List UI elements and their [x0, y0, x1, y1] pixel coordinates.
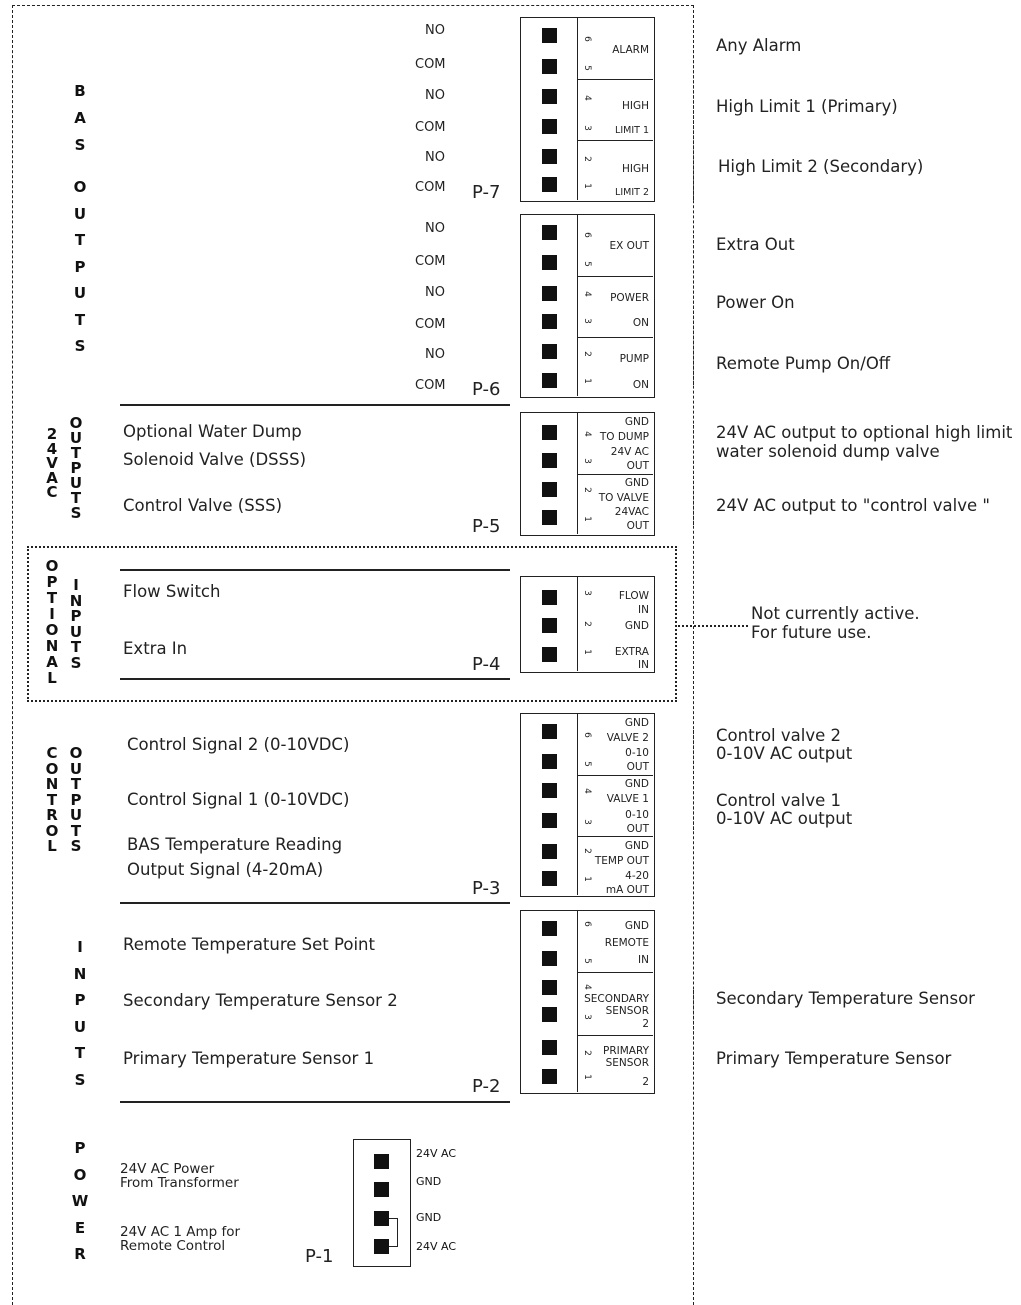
- cell-label: ON: [632, 379, 649, 391]
- signal-dump-line1: Optional Water Dump: [123, 422, 302, 441]
- connector-p3: [520, 713, 655, 897]
- group-separator: [693, 730, 694, 830]
- pin-number: 2: [581, 351, 592, 357]
- signal-flow-switch: Flow Switch: [123, 582, 221, 601]
- pin-number: 4: [581, 984, 592, 990]
- cell-separator: [577, 79, 653, 80]
- cell-label: PRIMARY: [602, 1045, 649, 1057]
- divider-line: [120, 902, 510, 904]
- pin-label-com: COM: [415, 254, 446, 269]
- inputs-label: I N P U T S: [73, 938, 87, 1089]
- 24vac-label: 2 4 V A C: [46, 425, 58, 501]
- connector-label-p3: P-3: [472, 878, 501, 899]
- cell-label: GND: [624, 920, 649, 932]
- cell-label: OUT: [626, 520, 649, 532]
- signal-bas-temp-line2: Output Signal (4-20mA): [127, 860, 324, 879]
- terminal-pin: [542, 1069, 557, 1084]
- connector-label-p4: P-4: [472, 654, 501, 675]
- desc-any-alarm: Any Alarm: [716, 36, 802, 55]
- signal-bas-temp-line1: BAS Temperature Reading: [127, 835, 343, 854]
- terminal-pin: [374, 1154, 389, 1169]
- terminal-pin: [374, 1211, 389, 1226]
- pin-number: 3: [581, 458, 592, 464]
- control-label: C O N T R O L: [45, 744, 59, 855]
- terminal-pin: [542, 1007, 557, 1022]
- pin-number: 3: [581, 125, 592, 131]
- signal-power-line1: 24V AC Power: [120, 1161, 215, 1177]
- cell-label: 24V AC: [610, 446, 649, 458]
- terminal-pin: [542, 980, 557, 995]
- p1-pin-label: GND: [416, 1175, 442, 1188]
- connector-label-p2: P-2: [472, 1076, 501, 1097]
- cell-label: TO DUMP: [599, 431, 649, 443]
- pin-number: 1: [581, 516, 592, 522]
- 24vac-outputs-label: O U T P U T S: [69, 414, 83, 522]
- terminal-pin: [542, 28, 557, 43]
- pin-number: 6: [581, 732, 592, 738]
- signal-control-2: Control Signal 2 (0-10VDC): [127, 735, 350, 754]
- signal-control-1: Control Signal 1 (0-10VDC): [127, 790, 350, 809]
- control-outputs-label: O U T P U T S: [69, 744, 83, 855]
- desc-not-active: Not currently active.: [751, 604, 920, 623]
- connector-label-p1: P-1: [305, 1246, 334, 1267]
- pin-number: 1: [581, 183, 592, 189]
- cell-label: HIGH: [621, 100, 649, 112]
- pin-number: 4: [581, 95, 592, 101]
- terminal-pin: [542, 590, 557, 605]
- cell-label: HIGH: [621, 163, 649, 175]
- cell-label: TEMP OUT: [594, 855, 649, 867]
- pin-number: 6: [581, 232, 592, 238]
- connector-label-p7: P-7: [472, 182, 501, 203]
- cell-label: OUT: [626, 460, 649, 472]
- connector-divider: [577, 714, 578, 895]
- pin-number: 1: [581, 378, 592, 384]
- pin-label-no: NO: [425, 285, 445, 300]
- pin-number: 5: [581, 761, 592, 767]
- pin-label-com: COM: [415, 120, 446, 135]
- cell-label: GND: [624, 477, 649, 489]
- cell-label: FLOW: [618, 590, 649, 602]
- cell-label: EXTRA: [614, 646, 649, 658]
- cell-label: GND: [624, 778, 649, 790]
- desc-remote-pump: Remote Pump On/Off: [716, 354, 891, 373]
- terminal-pin: [374, 1182, 389, 1197]
- terminal-pin: [542, 255, 557, 270]
- pin-number: 3: [581, 590, 592, 596]
- cell-separator: [577, 972, 653, 973]
- cell-separator: [577, 775, 653, 776]
- terminal-pin: [542, 813, 557, 828]
- cell-label: IN: [638, 954, 649, 966]
- cell-label: IN: [638, 659, 649, 671]
- p1-pin-label: GND: [416, 1211, 442, 1224]
- signal-remote-setpoint: Remote Temperature Set Point: [123, 935, 375, 954]
- pin-number: 3: [581, 819, 592, 825]
- pin-number: 2: [581, 848, 592, 854]
- connector-p2: [520, 910, 655, 1094]
- signal-dump-line2: Solenoid Valve (DSSS): [123, 450, 307, 469]
- terminal-pin: [542, 844, 557, 859]
- cell-label: VALVE 1: [606, 793, 649, 805]
- connector-divider: [577, 577, 578, 671]
- desc-control-valve-2: Control valve 2: [716, 726, 842, 745]
- pin-number: 6: [581, 921, 592, 927]
- leader-line: [678, 625, 748, 627]
- desc-secondary-sensor: Secondary Temperature Sensor: [716, 989, 975, 1008]
- cell-label: 2: [642, 1018, 649, 1030]
- pin-number: 4: [581, 431, 592, 437]
- pin-label-no: NO: [425, 150, 445, 165]
- cell-label: VALVE 2: [606, 732, 649, 744]
- cell-label: GND: [624, 416, 649, 428]
- cell-label: IN: [638, 604, 649, 616]
- divider-line: [120, 404, 510, 406]
- optional-inputs-label: I N P U T S: [69, 576, 83, 672]
- connector-divider: [577, 911, 578, 1092]
- group-separator: [693, 40, 694, 200]
- bas-label: B A S: [74, 82, 86, 154]
- cell-label: REMOTE: [604, 937, 649, 949]
- desc-high-limit-1: High Limit 1 (Primary): [716, 97, 898, 116]
- desc-dump-line1: 24V AC output to optional high limit: [716, 423, 1013, 442]
- terminal-pin: [542, 149, 557, 164]
- cell-label: GND: [624, 840, 649, 852]
- cell-label: EX OUT: [609, 240, 649, 252]
- pin-number: 4: [581, 788, 592, 794]
- connector-p6: [520, 214, 655, 398]
- pin-number: 2: [581, 1050, 592, 1056]
- cell-label: 0-10: [625, 747, 649, 759]
- desc-primary-sensor: Primary Temperature Sensor: [716, 1049, 952, 1068]
- terminal-pin: [542, 921, 557, 936]
- pin-label-com: COM: [415, 180, 446, 195]
- signal-primary-sensor: Primary Temperature Sensor 1: [123, 1049, 375, 1068]
- desc-control-valve-1: Control valve 1: [716, 791, 842, 810]
- terminal-pin: [542, 59, 557, 74]
- connector-label-p5: P-5: [472, 516, 501, 537]
- p1-pin-label: 24V AC: [416, 1147, 457, 1160]
- connector-divider: [577, 18, 578, 200]
- pin-number: 3: [581, 1014, 592, 1020]
- group-separator: [693, 235, 694, 385]
- terminal-pin: [542, 647, 557, 662]
- pin-number: 2: [581, 621, 592, 627]
- desc-extra-out: Extra Out: [716, 235, 795, 254]
- cell-label: SENSOR: [605, 1057, 649, 1069]
- desc-control-valve-2-output: 0-10V AC output: [716, 744, 853, 763]
- terminal-pin: [542, 373, 557, 388]
- desc-power-on: Power On: [716, 293, 795, 312]
- cell-separator: [577, 836, 653, 837]
- divider-line: [120, 678, 510, 680]
- cell-label: TO VALVE: [598, 492, 649, 504]
- cell-separator: [577, 474, 653, 475]
- terminal-pin: [542, 453, 557, 468]
- pin-label-com: COM: [415, 57, 446, 72]
- bas-outputs-label: O U T P U T S: [73, 178, 87, 355]
- pin-label-no: NO: [425, 88, 445, 103]
- terminal-pin: [542, 225, 557, 240]
- p1-pin-label: 24V AC: [416, 1240, 457, 1253]
- terminal-pin: [542, 89, 557, 104]
- pin-number: 5: [581, 958, 592, 964]
- terminal-pin: [542, 871, 557, 886]
- signal-control-valve: Control Valve (SSS): [123, 496, 283, 515]
- pin-number: 1: [581, 649, 592, 655]
- pin-number: 2: [581, 156, 592, 162]
- terminal-pin: [542, 344, 557, 359]
- terminal-pin: [542, 724, 557, 739]
- cell-label: PUMP: [619, 353, 649, 365]
- pin-label-no: NO: [425, 347, 445, 362]
- terminal-pin: [542, 314, 557, 329]
- cell-label: ON: [632, 317, 649, 329]
- terminal-pin: [542, 618, 557, 633]
- pin-number: 1: [581, 1074, 592, 1080]
- cell-label: GND: [624, 717, 649, 729]
- cell-label: ALARM: [612, 44, 649, 56]
- optional-label: O P T I O N A L: [45, 557, 59, 687]
- cell-label: OUT: [626, 761, 649, 773]
- cell-label: LIMIT 1: [615, 125, 649, 136]
- pin-number: 5: [581, 261, 592, 267]
- cell-label: 4-20: [625, 870, 649, 882]
- pin-number: 6: [581, 36, 592, 42]
- power-label: P O W E R: [71, 1139, 89, 1263]
- desc-control-valve: 24V AC output to "control valve ": [716, 496, 991, 515]
- signal-remote-power-line1: 24V AC 1 Amp for: [120, 1224, 241, 1240]
- cell-separator: [577, 140, 653, 141]
- group-separator: [693, 990, 694, 1065]
- cell-label: POWER: [610, 292, 649, 304]
- terminal-pin: [542, 286, 557, 301]
- terminal-pin: [374, 1239, 389, 1254]
- terminal-pin: [542, 177, 557, 192]
- signal-power-line2: From Transformer: [120, 1175, 239, 1191]
- cell-label: SENSOR: [605, 1005, 649, 1017]
- pin-label-no: NO: [425, 221, 445, 236]
- desc-control-valve-1-output: 0-10V AC output: [716, 809, 853, 828]
- pin-number: 3: [581, 318, 592, 324]
- cell-label: mA OUT: [605, 884, 649, 896]
- divider-line: [120, 569, 510, 571]
- pin-number: 4: [581, 291, 592, 297]
- pin-label-no: NO: [425, 23, 445, 38]
- connector-p7: [520, 17, 655, 202]
- terminal-pin: [542, 482, 557, 497]
- pin-label-com: COM: [415, 317, 446, 332]
- desc-high-limit-2: High Limit 2 (Secondary): [718, 157, 924, 176]
- cell-label: 0-10: [625, 809, 649, 821]
- pin-number: 1: [581, 876, 592, 882]
- terminal-pin: [542, 119, 557, 134]
- terminal-pin: [542, 783, 557, 798]
- cell-label: 2: [642, 1076, 649, 1088]
- cell-label: OUT: [626, 823, 649, 835]
- terminal-pin: [542, 510, 557, 525]
- terminal-pin: [542, 754, 557, 769]
- signal-extra-in: Extra In: [123, 639, 188, 658]
- cell-separator: [577, 1035, 653, 1036]
- connector-label-p6: P-6: [472, 379, 501, 400]
- cell-label: 24VAC: [614, 506, 649, 518]
- terminal-pin: [542, 951, 557, 966]
- signal-secondary-sensor: Secondary Temperature Sensor 2: [123, 991, 398, 1010]
- cell-separator: [577, 276, 653, 277]
- connector-p1: [353, 1139, 411, 1267]
- connector-divider: [577, 215, 578, 396]
- cell-separator: [577, 337, 653, 338]
- cell-label: SECONDARY: [584, 993, 649, 1005]
- divider-line: [120, 1101, 510, 1103]
- jumper-wire: [389, 1218, 398, 1247]
- pin-label-com: COM: [415, 378, 446, 393]
- pin-number: 5: [581, 65, 592, 71]
- desc-dump-line2: water solenoid dump valve: [716, 442, 940, 461]
- connector-p5: [520, 412, 655, 536]
- cell-label: LIMIT 2: [615, 187, 649, 198]
- connector-p4: [520, 576, 655, 673]
- desc-future-use: For future use.: [751, 623, 872, 642]
- cell-label: GND: [624, 620, 649, 632]
- pin-number: 2: [581, 487, 592, 493]
- signal-remote-power-line2: Remote Control: [120, 1238, 226, 1254]
- group-separator: [693, 425, 694, 525]
- terminal-pin: [542, 1040, 557, 1055]
- terminal-pin: [542, 425, 557, 440]
